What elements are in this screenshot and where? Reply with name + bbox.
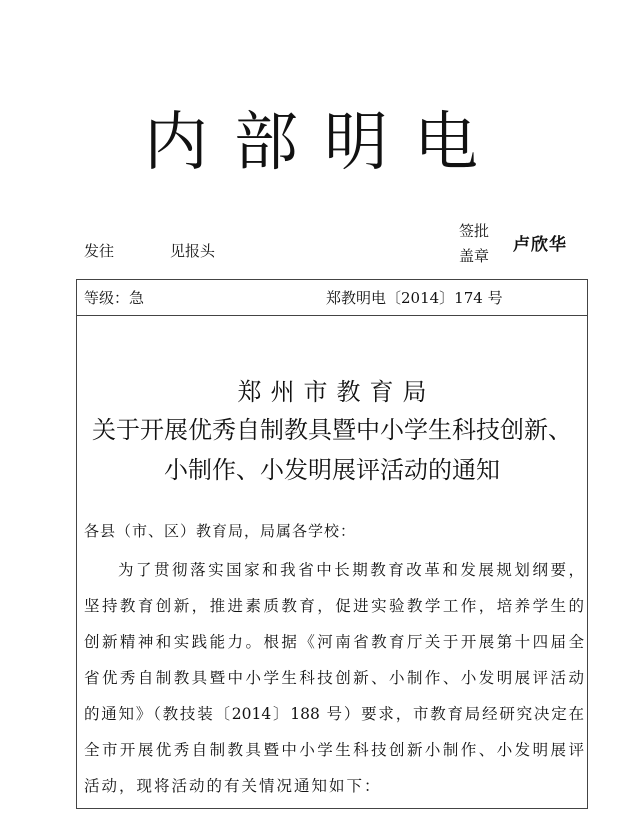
priority-level: 等级：急 [84,289,145,307]
frame-divider [76,315,588,316]
document-number: 郑教明电〔2014〕174 号 [326,289,503,307]
body-line-2: 坚持教育创新，推进素质教育，促进实验教学工作，培养学生的 [84,597,584,615]
issuing-authority: 郑州市教育局 [237,378,436,406]
handwritten-signature: 卢欣华 [513,235,567,255]
notice-subject-line-1: 关于开展优秀自制教具暨中小学生科技创新、 [92,416,572,444]
notice-subject-line-2: 小制作、小发明展评活动的通知 [164,456,500,484]
body-line-1: 为了贯彻落实国家和我省中长期教育改革和发展规划纲要， [118,561,584,579]
approval-label: 签批 [459,222,490,240]
body-line-5: 的通知》（教技装〔2014〕188 号）要求，市教育局经研究决定在 [84,705,584,723]
seal-label: 盖章 [459,247,490,265]
body-line-3: 创新精神和实践能力。根据《河南省教育厅关于开展第十四届全 [84,633,584,651]
document-title: 内部明电 [144,106,504,180]
body-line-4: 省优秀自制教具暨中小学生科技创新、小制作、小发明展评活动 [84,669,584,687]
send-to-label: 发往 [84,242,115,260]
document-frame [76,279,588,809]
body-line-7: 活动，现将活动的有关情况通知如下： [84,777,382,795]
salutation: 各县（市、区）教育局，局属各学校： [84,522,357,540]
send-to-value: 见报头 [170,242,216,260]
body-line-6: 全市开展优秀自制教具暨中小学生科技创新小制作、小发明展评 [84,741,584,759]
